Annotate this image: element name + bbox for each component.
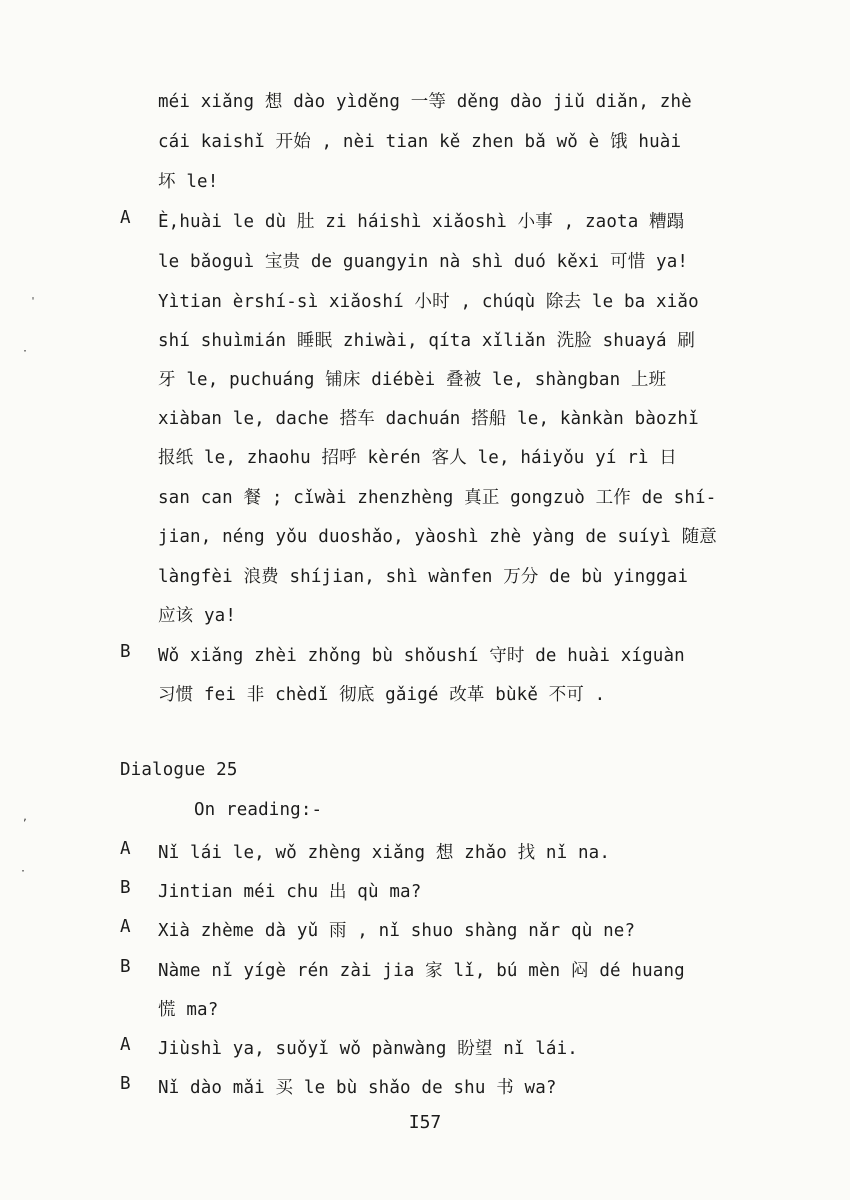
speaker-label: B: [120, 878, 131, 898]
text-line: 坏 le!: [158, 172, 219, 192]
text-line: le bǎoguì 宝贵 de guangyin nà shì duó kěxi 可惜 ya!: [158, 252, 689, 272]
scan-mark: ,: [22, 812, 29, 823]
text-line: 应该 ya!: [158, 606, 237, 626]
text-line: 报纸 le, zhaohu 招呼 kèrén 客人 le, háiyǒu yí rì 日: [158, 448, 677, 468]
section-heading: Dialogue 25: [120, 760, 238, 780]
speaker-label: A: [120, 1035, 131, 1055]
text-line: san can 餐 ; cǐwài zhenzhèng 真正 gongzuò 工作 de shí-: [158, 488, 717, 508]
text-line: làngfèi 浪费 shíjian, shì wànfen 万分 de bù yinggai: [158, 567, 689, 587]
speaker-label: B: [120, 642, 131, 662]
text-line: Jintian méi chu 出 qù ma?: [158, 882, 422, 902]
text-line: Jiùshì ya, suǒyǐ wǒ pànwàng 盼望 nǐ lái.: [158, 1039, 578, 1059]
text-line: Xià zhème dà yǔ 雨 , nǐ shuo shàng nǎr qù ne?: [158, 921, 636, 941]
page-number: I57: [408, 1112, 442, 1133]
scan-mark: ·: [20, 866, 27, 877]
speaker-label: B: [120, 957, 131, 977]
speaker-label: A: [120, 839, 131, 859]
speaker-label: A: [120, 208, 131, 228]
text-line: Wǒ xiǎng zhèi zhǒng bù shǒushí 守时 de huài xíguàn: [158, 646, 685, 666]
subheading: On reading:-: [194, 800, 323, 820]
text-line: Nǐ lái le, wǒ zhèng xiǎng 想 zhǎo 找 nǐ na.: [158, 843, 611, 863]
text-line: shí shuìmián 睡眠 zhiwài, qíta xǐliǎn 洗脸 shuayá 刷: [158, 331, 696, 351]
text-line: 习惯 fei 非 chèdǐ 彻底 gǎigé 改革 bùkě 不可 .: [158, 685, 606, 705]
speaker-label: A: [120, 917, 131, 937]
scan-mark: ·: [22, 346, 29, 357]
text-line: méi xiǎng 想 dào yìděng 一等 děng dào jiǔ diǎn, zhè: [158, 92, 692, 112]
speaker-label: B: [120, 1074, 131, 1094]
text-line: Nàme nǐ yígè rén zài jia 家 lǐ, bú mèn 闷 dé huang: [158, 961, 685, 981]
text-line: Yìtian èrshí-sì xiǎoshí 小时 , chúqù 除去 le ba xiǎo: [158, 292, 699, 312]
text-line: 牙 le, puchuáng 铺床 diébèi 叠被 le, shàngban 上班: [158, 370, 667, 390]
text-line: cái kaishǐ 开始 , nèi tian kě zhen bǎ wǒ è 饿 huài: [158, 132, 682, 152]
text-line: xiàban le, dache 搭车 dachuán 搭船 le, kànkàn bàozhǐ: [158, 409, 699, 429]
text-line: Nǐ dào mǎi 买 le bù shǎo de shu 书 wa?: [158, 1078, 557, 1098]
text-line: È,huài le dù 肚 zi háishì xiǎoshì 小事 , zaota 糟蹋: [158, 212, 685, 232]
scan-mark: ': [30, 296, 37, 307]
text-line: jian, néng yǒu duoshǎo, yàoshì zhè yàng de suíyì 随意: [158, 527, 717, 547]
text-line: 慌 ma?: [158, 1000, 219, 1020]
